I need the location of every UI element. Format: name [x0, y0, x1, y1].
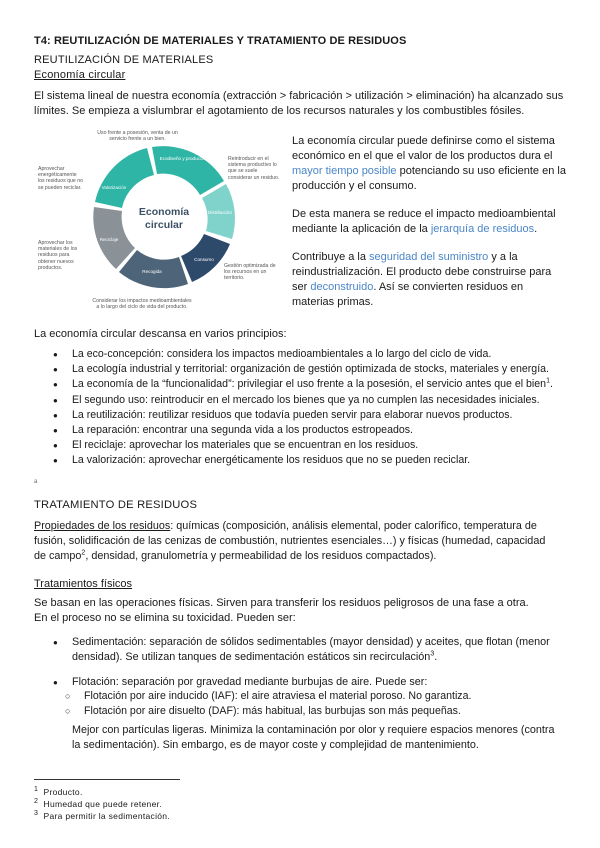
segment-label: Ecodiseño y producción [159, 156, 209, 161]
segment-label: Reciclaje [99, 237, 119, 242]
segment-ecodesign [152, 146, 224, 195]
footnote-ref: 1 [546, 377, 550, 385]
properties-paragraph: Propiedades de los residuos: químicas (composición, análisis elemental, poder calorífico, temperatura de fusión, solidificación de las cenizas de combustión, nutrientes esenciales…) y físicas (humedad, capacidad de campo$^2$, densidad, granulometría y permeabilidad de los residuos compactados). [34, 520, 546, 562]
side-line: potenciando su uso eficiente en la [396, 165, 566, 177]
list-item: ● La ecología industrial y territorial: organización de gestión optimizada de stocks, materiales y energía. [72, 362, 553, 377]
list-item: ● La economía de la “funcionalidad”: privilegiar el uso frente a la posesión, el servicio antes que el bien$^1$. [72, 377, 553, 392]
properties-label: Propiedades de los residuos [34, 520, 171, 532]
footnote-ref: 2 [81, 549, 86, 557]
diagram-note: Uso frente a posesión, venta de un servicio frente a un bien. [97, 130, 178, 143]
side-line: producción y el consumo. [292, 180, 417, 192]
segment-label: Consumo [194, 257, 214, 262]
term-longest-time: mayor tiempo posible [292, 165, 397, 177]
list-item: ● El reciclaje: aprovechar los materiales que se encuentran en los residuos. [72, 438, 553, 453]
side-line: mediante la aplicación de la [292, 223, 431, 235]
side-line: La economía circular puede definirse como el sistema [292, 135, 555, 147]
segment-valorisation [95, 148, 154, 208]
side-paragraph-definition [292, 134, 566, 194]
subheading-circular-economy: Economía circular [34, 69, 126, 81]
segment-label: Distribución [208, 210, 232, 215]
flotation-note: Mejor con partículas ligeras. Minimiza la contaminación por olor y requiere espacios menores (contra la sedimentación). Sin embargo, es de mayor coste y complejidad de mantenimiento. [72, 724, 555, 751]
center-label-line2: circular [145, 219, 183, 231]
intro-paragraph [34, 89, 563, 119]
diagram-note: Aprovechar los materiales de los residuos para obtener nuevos productos. [38, 240, 78, 271]
footnote-ref: 3 [430, 650, 435, 658]
footnotes [34, 786, 170, 822]
section-heading-treatment: TRATAMIENTO DE RESIDUOS [34, 499, 198, 511]
diagram-note: Reintroducir en el sistema productivo lo que se suele considerar un residuo. [228, 156, 280, 181]
list-item: ● La valorización: aprovechar energéticamente los residuos que no se pueden reciclar. [72, 453, 553, 468]
physical-treatments-heading: Tratamientos físicos [34, 578, 133, 590]
side-paragraph-contribution: Contribuye a la seguridad del suministro y a la reindustrialización. El producto debe construirse para ser deconstruido. Así se convierten residuos en materias primas. [292, 251, 552, 308]
physical-treatments-intro: Se basan en las operaciones físicas. Sirven para transferir los residuos peligrosos de una fase a otra. En el proceso no se elimina su toxicidad. Pueden ser: [34, 597, 529, 624]
side-line: reindustrialización. El producto debe construirse para [292, 266, 552, 278]
footnote: $^1$ Producto. [34, 786, 83, 797]
side-paragraph-impact: De esta manera se reduce el impacto medioambiental mediante la aplicación de la jerarquía de residuos. [292, 208, 556, 235]
term-supply-security: seguridad del suministro [369, 251, 489, 263]
intro-line: El sistema lineal de nuestra economía (extracción > fabricación > utilización > eliminación) ha alcanzado sus [34, 90, 564, 102]
side-line: De esta manera se reduce el impacto medioambiental [292, 208, 556, 220]
list-item-flotation: ● Flotación: separación por gravedad mediante burbujas de aire. Puede ser: [72, 675, 550, 690]
footnote-divider [34, 779, 180, 780]
flotation-sublist [84, 689, 471, 719]
list-item: ● La reutilización: reutilizar residuos que todavía pueden servir para elaborar nuevos productos. [72, 408, 553, 423]
intro-line: límites. Se empieza a vislumbrar el agotamiento de los recursos naturales y los combustibles fósiles. [34, 105, 525, 117]
list-item: ● El segundo uso: reintroducir en el mercado los bienes que ya no cumplen las necesidades iniciales. [72, 393, 553, 408]
stray-mark: a [34, 479, 38, 485]
list-item: ● La eco-concepción: considera los impactos medioambientales a lo largo del ciclo de vida. [72, 347, 553, 362]
side-line: materias primas. [292, 296, 374, 308]
principles-intro: La economía circular descansa en varios principios: [34, 328, 287, 340]
physical-treatments-list [72, 635, 550, 691]
segment-label: Valorización [101, 185, 127, 190]
circular-economy-diagram [34, 125, 284, 315]
document-title: T4: REUTILIZACIÓN DE MATERIALES Y TRATAMIENTO DE RESIDUOS [34, 35, 407, 47]
diagram-note: Aprovechar energéticamente los residuos que no se pueden reciclar. [38, 166, 83, 191]
side-line: económico en el que el valor de los productos dura el [292, 150, 553, 162]
center-label-line1: Economía [138, 206, 190, 218]
section-heading-reuse: REUTILIZACIÓN DE MATERIALES [34, 54, 214, 66]
footnote: $^2$ Humedad que puede retener. [34, 798, 162, 809]
list-item: ● La reparación: encontrar una segunda vida a los productos estropeados. [72, 423, 553, 438]
diagram-note: Considerar los impactos medioambientales a lo largo del ciclo de vida del producto. [92, 298, 192, 311]
term-waste-hierarchy: jerarquía de residuos [430, 223, 535, 235]
principles-list [72, 347, 553, 469]
list-item: ○ Flotación por aire inducido (IAF): el aire atraviesa el material poroso. No garantiza. [84, 689, 471, 704]
footnote: $^3$ Para permitir la sedimentación. [34, 810, 170, 821]
diagram-note: Gestión optimizada de los recursos en un territorio. [224, 263, 276, 282]
list-item: ○ Flotación por aire disuelto (DAF): más habitual, las burbujas son más pequeñas. [84, 704, 471, 719]
list-item-sedimentation: ● Sedimentación: separación de sólidos sedimentables (mayor densidad) y aceites, que flotan (menor densidad). Se utilizan tanques de sedimentación estáticos sin recirculación$^3$. [72, 635, 550, 665]
term-deconstructed: deconstruido [310, 281, 374, 293]
segment-label: Recogida [142, 269, 162, 274]
